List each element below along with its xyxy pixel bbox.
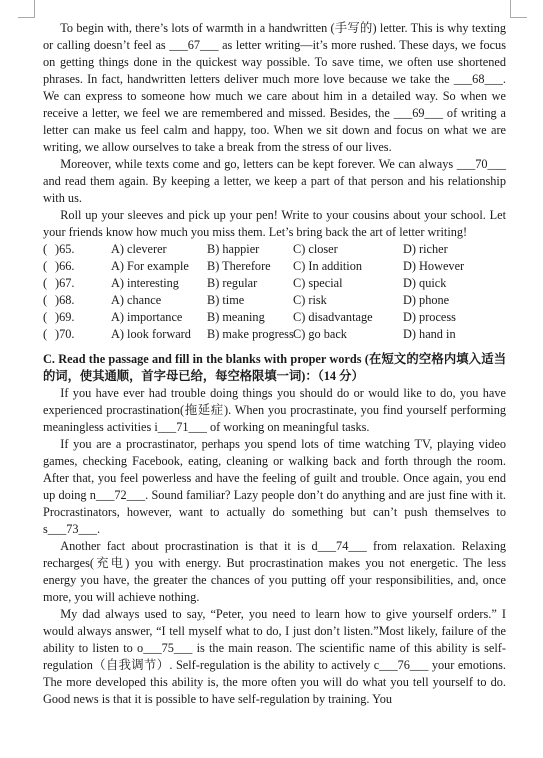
option-d: D) richer: [403, 242, 448, 256]
section-c-paragraph: Another fact about procrastination is that it is d___74___ from relaxation. Relaxing recharges(充电) you with energy. But procrastination makes you not energetic. The less energy you have, the greater the chances of you putting off your responsibilities, and, once more, you will achieve nothing.: [43, 539, 506, 604]
option-b: B) regular: [207, 276, 258, 290]
option-a: A) chance: [111, 293, 162, 307]
passage-b-paragraph: Moreover, while texts come and go, letters can be kept forever. We can always ___70___ and read them again. By keeping a letter, we keep a part of that person and his relationship with us.: [43, 157, 506, 205]
option-d: D) phone: [403, 293, 450, 307]
question-number: )67.: [55, 276, 75, 290]
option-c: C) disadvantage: [293, 310, 373, 324]
question-row: [43, 241, 506, 258]
answer-paren[interactable]: (: [43, 242, 48, 256]
option-c: C) closer: [293, 242, 338, 256]
question-row: [43, 292, 506, 309]
option-b: B) make progress: [207, 327, 294, 341]
answer-paren[interactable]: (: [43, 276, 48, 290]
question-number: )70.: [55, 327, 75, 341]
crop-mark-top-right: [510, 0, 527, 18]
option-a: A) importance: [111, 310, 183, 324]
option-a: A) look forward: [111, 327, 191, 341]
crop-mark-top-left: [18, 0, 35, 18]
section-c-paragraph: If you are a procrastinator, perhaps you spend lots of time watching TV, playing video games, checking Facebook, eating, cleaning or walking back and forth through the room. After that, you feel powerless and have the feeling of guilt and trouble. Once again, you end up doing n___72___. Sound familiar? Lazy people don’t do anything and are just fine with it. Procrastinators, however, want to actually do something but can’t push themselves to s___73___.: [43, 437, 506, 536]
passage-b-paragraph: To begin with, there’s lots of warmth in a handwritten (手写的) letter. This is why texting or calling doesn’t feel as ___67___ as letter writing—it’s more rushed. These days, we focus on getting things done in the quickest way possible. To save time, we often use shortened phrases. In fact, handwritten letters deliver much more love because we take the ___68___. We can express to someone how much we care about him in a detailed way. So when we receive a letter, we feel we are remembered and missed. Besides, the ___69___ of writing a letter can make us feel calm and happy, too. When we sit down and focus on what we are writing, we allow ourselves to take a break from the stress of our lives.: [43, 21, 506, 154]
question-row: [43, 326, 506, 343]
option-c: C) go back: [293, 327, 347, 341]
option-d: D) hand in: [403, 327, 456, 341]
document-content: [43, 20, 506, 708]
option-a: A) cleverer: [111, 242, 167, 256]
option-a: A) interesting: [111, 276, 179, 290]
question-row: [43, 309, 506, 326]
option-b: B) time: [207, 293, 245, 307]
answer-paren[interactable]: (: [43, 327, 48, 341]
option-c: C) risk: [293, 293, 327, 307]
section-c-paragraph: My dad always used to say, “Peter, you need to learn how to give yourself orders.” I would always answer, “I tell myself what to do, I just don’t listen.”Most likely, failure of the ability to listen to o___75___ is the main reason. The scientific name of this ability is self-regulation（自我调节）. Self-regulation is the ability to actively c___76___ your emotions. The more developed this ability is, the more often you will do what you tell yourself to do. Good news is that it is possible to have self-regulation by training. You: [43, 607, 506, 706]
question-number: )69.: [55, 310, 75, 324]
passage-b-paragraph: Roll up your sleeves and pick up your pen! Write to your cousins about your school. Let your friends know how much you miss them. Let’s bring back the art of letter writing!: [43, 208, 506, 239]
answer-paren[interactable]: (: [43, 293, 48, 307]
answer-paren[interactable]: (: [43, 310, 48, 324]
section-c-heading: C. Read the passage and fill in the blanks with proper words (在短文的空格内填入适当的词，使其通顺，首字母已给，每空格限填一词)：（14 分）: [43, 352, 506, 383]
option-d: D) However: [403, 259, 465, 273]
option-d: D) quick: [403, 276, 447, 290]
question-number: )66.: [55, 259, 75, 273]
answer-paren[interactable]: (: [43, 259, 48, 273]
option-a: A) For example: [111, 259, 189, 273]
question-row: [43, 258, 506, 275]
option-b: B) meaning: [207, 310, 265, 324]
question-number: )65.: [55, 242, 75, 256]
question-row: [43, 275, 506, 292]
option-b: B) happier: [207, 242, 260, 256]
option-c: C) In addition: [293, 259, 362, 273]
option-b: B) Therefore: [207, 259, 271, 273]
question-number: )68.: [55, 293, 75, 307]
option-d: D) process: [403, 310, 456, 324]
option-c: C) special: [293, 276, 343, 290]
options-list: [43, 241, 506, 343]
section-c-paragraph: If you have ever had trouble doing things you should do or would like to do, you have experienced procrastination(拖延症). When you procrastinate, you find yourself performing meaningless activities i___71___ of working on meaningful tasks.: [43, 386, 506, 434]
